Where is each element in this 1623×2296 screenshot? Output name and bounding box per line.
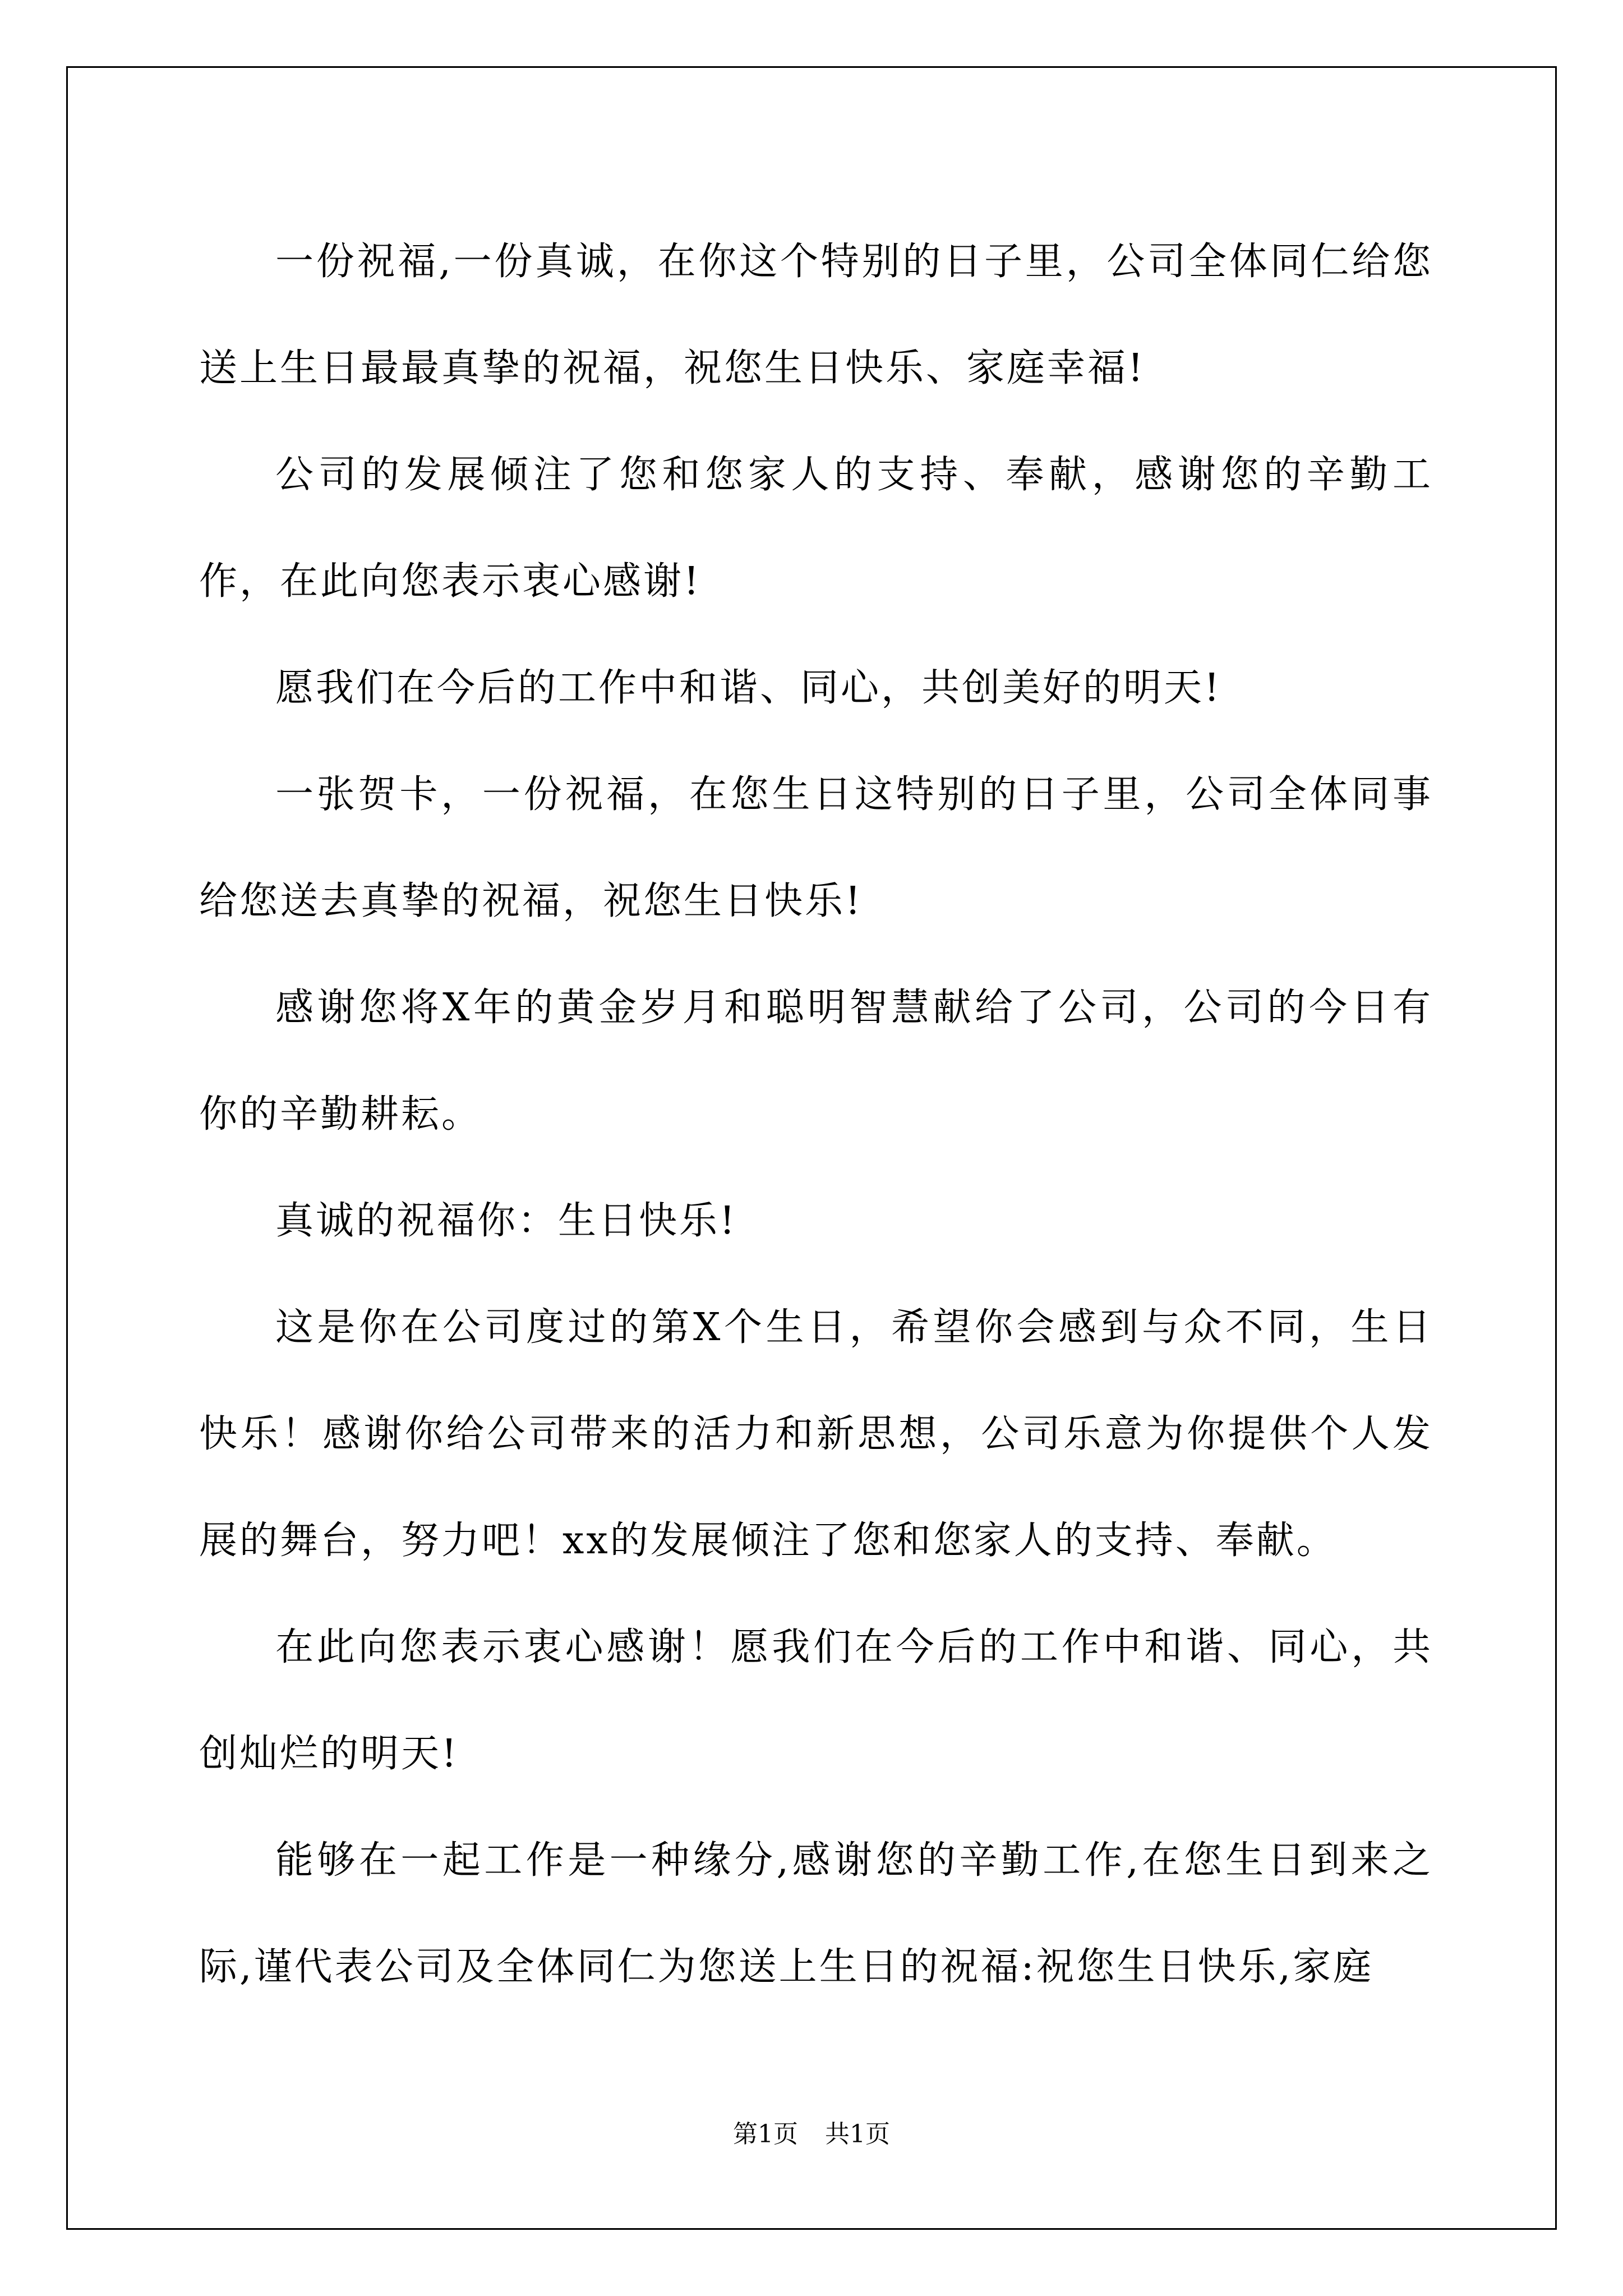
- paragraph: 能够在一起工作是一种缘分,感谢您的辛勤工作,在您生日到来之际,谨代表公司及全体同仁为您送上生日的祝福:祝您生日快乐,家庭: [199, 1838, 1433, 1989]
- paragraph: 这是你在公司度过的第X个生日，希望你会感到与众不同，生日快乐！感谢你给公司带来的活力和新思想，公司乐意为你提供个人发展的舞台，努力吧！xx的发展倾注了您和您家人的支持、奉献。: [199, 1305, 1433, 1563]
- paragraph: 愿我们在今后的工作中和谐、同心，共创美好的明天!: [275, 666, 1222, 710]
- document-body: [199, 209, 1433, 2021]
- page-total: 共1页: [825, 2120, 890, 2148]
- page-footer: [0, 2118, 1623, 2151]
- paragraph: 一份祝福,一份真诚，在你这个特别的日子里，公司全体同仁给您送上生日最最真挚的祝福，祝您生日快乐、家庭幸福!: [199, 240, 1433, 390]
- paragraph: 感谢您将X年的黄金岁月和聪明智慧献给了公司，公司的今日有你的辛勤耕耘。: [199, 986, 1433, 1137]
- paragraph: 真诚的祝福你：生日快乐!: [275, 1199, 737, 1243]
- paragraph: 一张贺卡，一份祝福，在您生日这特别的日子里，公司全体同事给您送去真挚的祝福，祝您生日快乐!: [199, 772, 1433, 923]
- paragraph: 公司的发展倾注了您和您家人的支持、奉献，感谢您的辛勤工作，在此向您表示衷心感谢!: [199, 453, 1433, 604]
- page-number: 第1页: [733, 2120, 798, 2148]
- paragraph: 在此向您表示衷心感谢！愿我们在今后的工作中和谐、同心，共创灿烂的明天!: [199, 1625, 1433, 1776]
